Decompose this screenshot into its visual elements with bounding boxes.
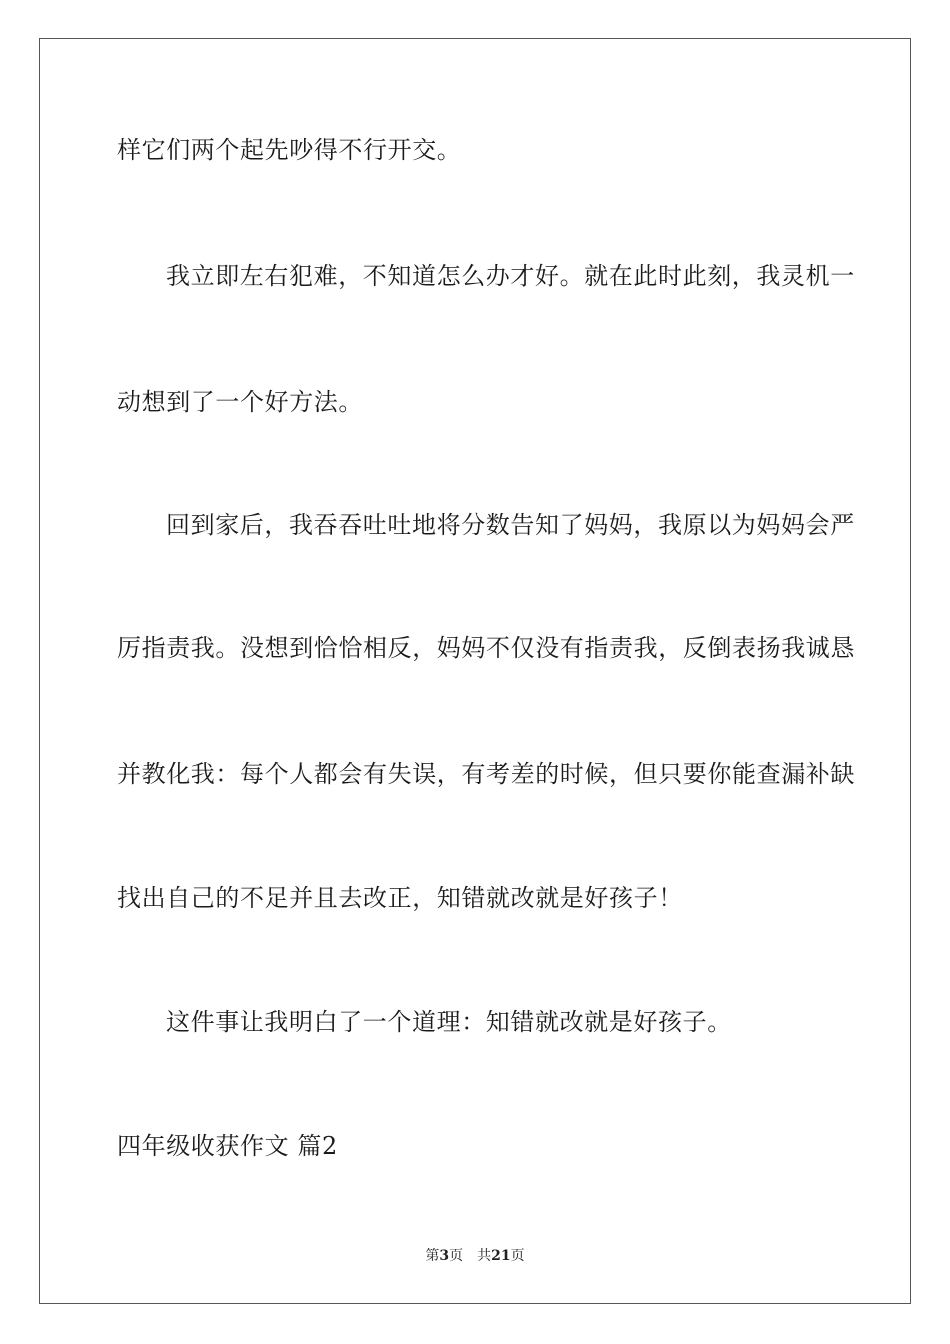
footer-total-pages: 21: [491, 1248, 511, 1264]
text-line-5: 厉指责我。没想到恰恰相反，妈妈不仅没有指责我，反倒表扬我诚恳: [117, 634, 855, 662]
text-line-4: 回到家后，我吞吞吐吐地将分数告知了妈妈，我原以为妈妈会严: [166, 511, 855, 539]
footer-page-suffix: 页: [449, 1248, 464, 1264]
text-line-6: 并教化我：每个人都会有失误，有考差的时候，但只要你能查漏补缺: [117, 760, 855, 788]
text-line-3: 动想到了一个好方法。: [117, 388, 363, 416]
footer-page-prefix: 第: [425, 1248, 440, 1264]
text-line-2: 我立即左右犯难，不知道怎么办才好。就在此时此刻，我灵机一: [166, 262, 855, 290]
section-heading: 四年级收获作文 篇2: [117, 1132, 338, 1160]
text-line-8: 这件事让我明白了一个道理：知错就改就是好孩子。: [166, 1008, 732, 1036]
text-line-1: 样它们两个起先吵得不行开交。: [117, 136, 462, 164]
page-border: [39, 38, 911, 1304]
footer-total-prefix: 共: [477, 1248, 492, 1264]
text-line-7: 找出自己的不足并且去改正，知错就改就是好孩子！: [117, 884, 683, 912]
footer-total-suffix: 页: [510, 1248, 525, 1264]
page-footer: [0, 1246, 950, 1266]
footer-page-number: 3: [439, 1248, 450, 1264]
